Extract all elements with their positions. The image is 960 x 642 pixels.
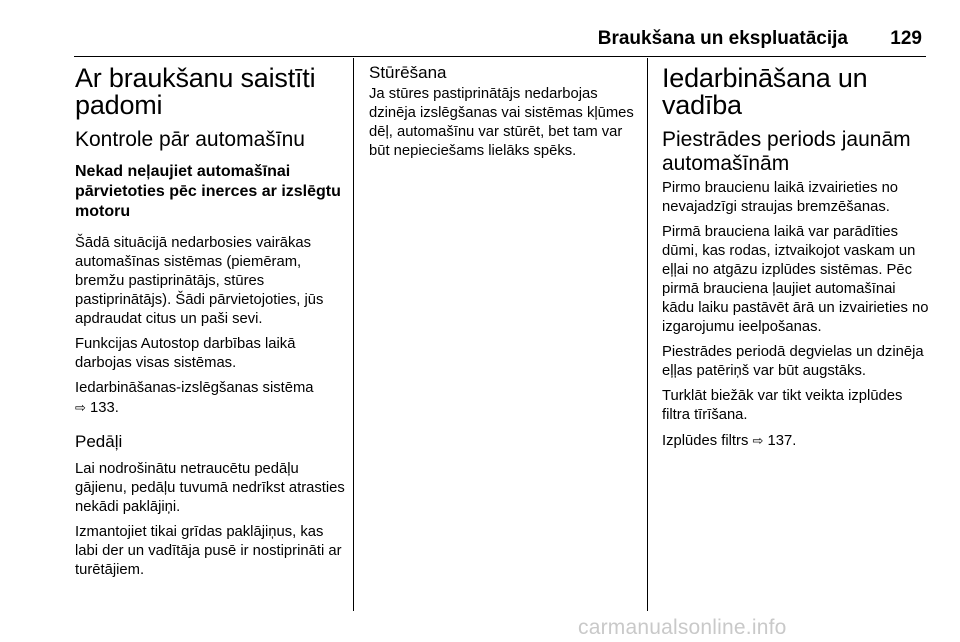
paragraph-text: Iedarbināšanas-izslēgšanas sistēma xyxy=(75,380,314,396)
page-number: 129 xyxy=(890,28,922,49)
page-reference-link[interactable]: 133. xyxy=(90,400,119,416)
watermark: carmanualsonline.info xyxy=(578,616,787,639)
section-title: Ar braukšanu saistīti padomi xyxy=(75,63,316,120)
paragraph: Izmantojiet tikai grīdas paklājiņus, kas labi der un vadītāja pusē ir nostiprināti ar turētājiem. xyxy=(75,524,342,578)
paragraph: Pirmo braucienu laikā izvairieties no nevajadzīgi straujas bremzēšanas. xyxy=(662,180,899,215)
paragraph: Piestrādes periodā degvielas un dzinēja eļļas patēriņš var būt augstāks. xyxy=(662,344,924,379)
paragraph: Pirmā brauciena laikā var parādīties dūmi, kas rodas, iztvaikojot vaskam un eļļai no atgāzu izplūdes sistēmas. Pēc pirmā brauciena ļaujiet automašīnai kādu laiku pastāvēt ārā un izvairieties no izgarojumu ieelpošanas. xyxy=(662,224,929,335)
section-title: Iedarbināšana un vadība xyxy=(662,63,868,120)
paragraph-with-reference xyxy=(662,431,930,451)
column-left xyxy=(75,58,347,580)
column-divider-1 xyxy=(353,58,354,611)
paragraph: Funkcijas Autostop darbības laikā darbojas visas sistēmas. xyxy=(75,336,296,371)
paragraph: Ja stūres pastiprinātājs nedarbojas dzinēja izslēgšanas vai sistēmas kļūmes dēļ, automašīnu var stūrēt, bet tam var būt nepieciešams lielāks spēks. xyxy=(369,86,634,159)
paragraph: Turklāt biežāk var tikt veikta izplūdes filtra tīrīšana. xyxy=(662,388,903,423)
paragraph-text: Izplūdes filtrs xyxy=(662,433,749,449)
warning-heading: Nekad neļaujiet automašīnai pārvietoties pēc inerces ar izslēgtu motoru xyxy=(75,163,341,220)
page-header xyxy=(0,28,960,54)
page-reference-link[interactable]: 137. xyxy=(767,433,797,449)
paragraph-with-reference xyxy=(75,379,347,418)
column-middle xyxy=(369,58,641,161)
section-subtitle: Piestrādes periods jaunām automašīnām xyxy=(662,128,911,175)
reference-arrow-icon: ⇨ xyxy=(752,433,764,448)
pedals-heading: Pedāļi xyxy=(75,432,123,451)
section-subtitle: Kontrole pār automašīnu xyxy=(75,128,305,151)
column-divider-2 xyxy=(647,58,648,611)
paragraph: Šādā situācijā nedarbosies vairākas automašīnas sistēmas (piemēram, bremžu pastiprinātājs, stūres pastiprinātājs). Šādi pārvietojoties, jūs apdraudat citus un paši sevi. xyxy=(75,235,324,327)
column-right xyxy=(662,58,930,451)
running-title: Braukšana un ekspluatācija xyxy=(597,28,848,49)
steering-heading: Stūrēšana xyxy=(369,63,447,82)
paragraph: Lai nodrošinātu netraucētu pedāļu gājienu, pedāļu tuvumā nedrīkst atrasties nekādi paklājiņi. xyxy=(75,461,345,515)
reference-arrow-icon: ⇨ xyxy=(75,400,86,415)
header-rule xyxy=(74,56,926,57)
